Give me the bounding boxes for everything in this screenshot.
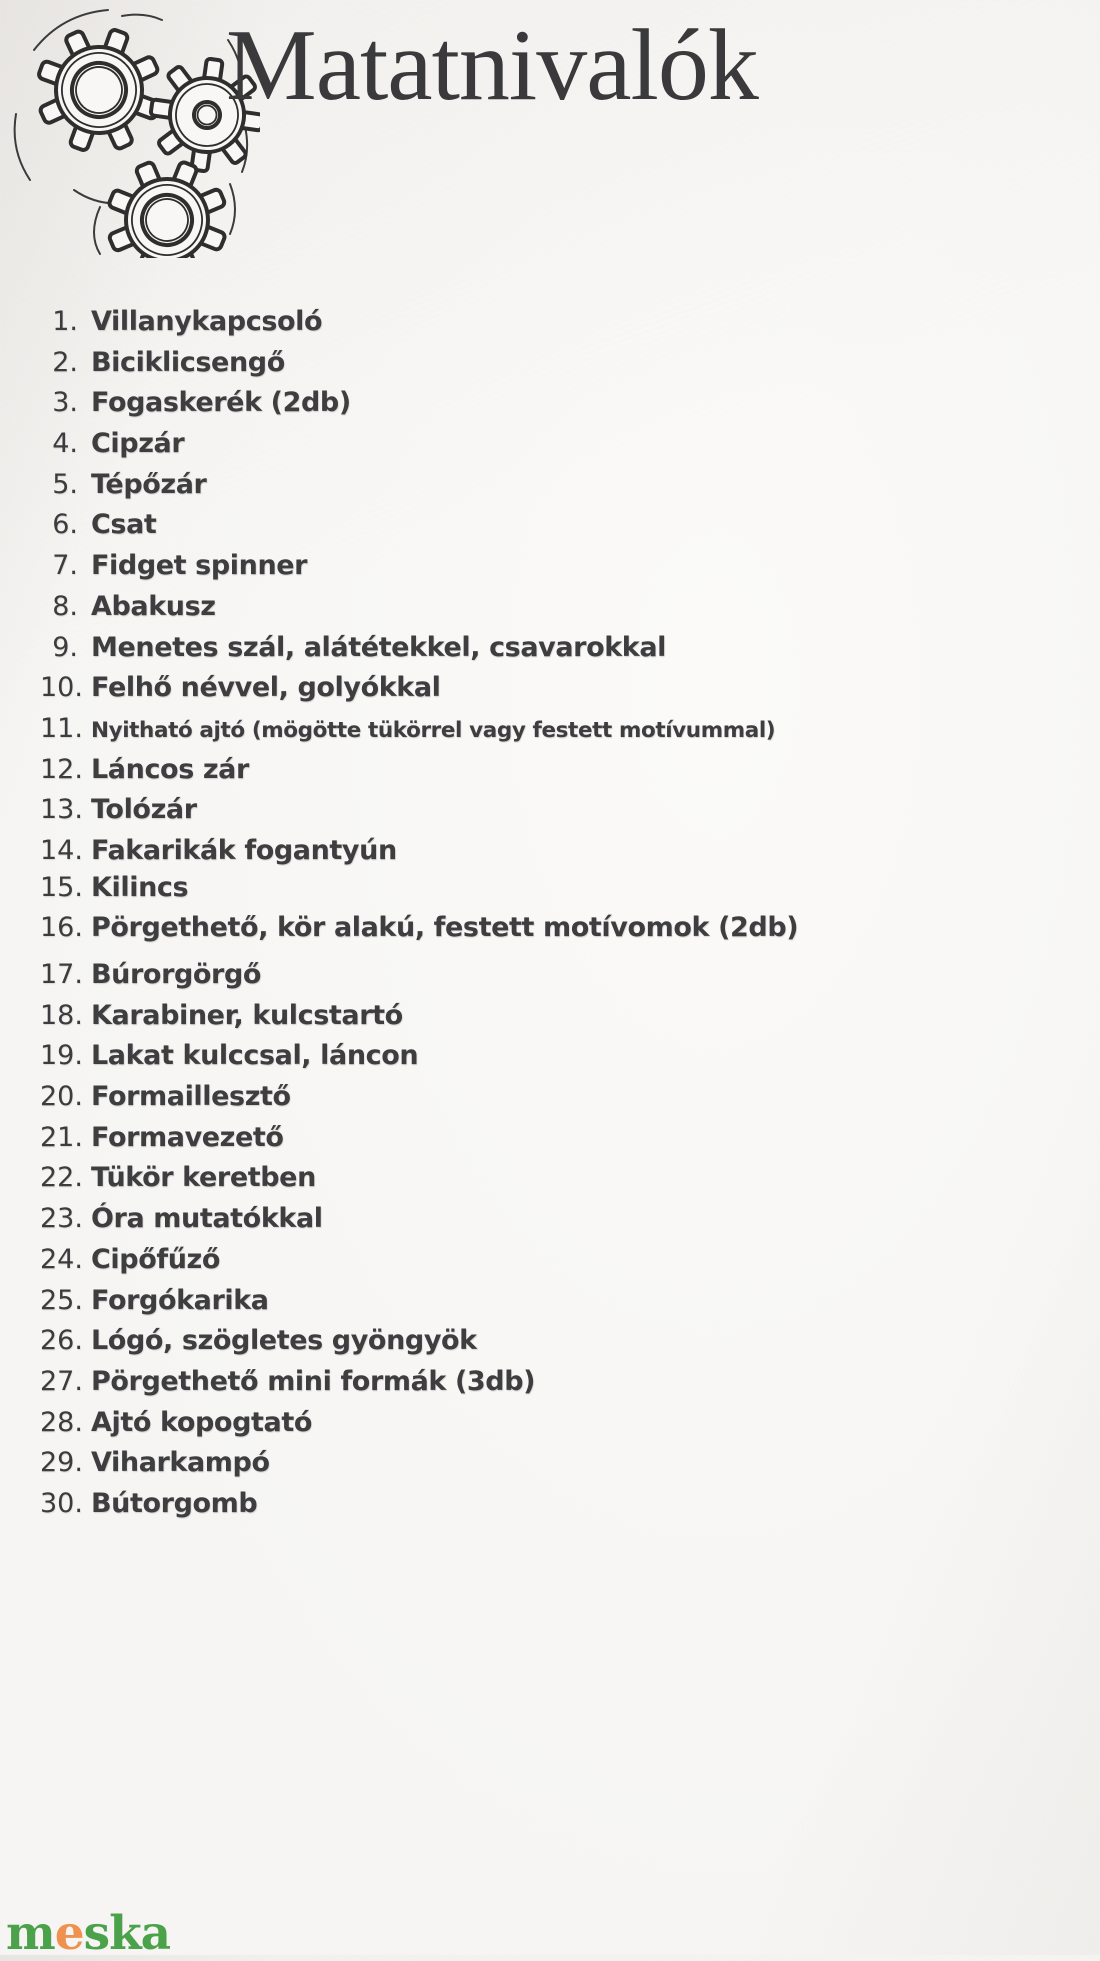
- item-number: 13.: [40, 794, 83, 826]
- item-number: 27.: [40, 1365, 83, 1397]
- item-list: [40, 302, 798, 1525]
- item-number: 17.: [40, 959, 83, 990]
- item-label: Karabiner, kulcstartó: [91, 999, 403, 1031]
- meska-logo-letter-e: e: [54, 1906, 84, 1961]
- item-label: Formaillesztő: [91, 1081, 291, 1113]
- list-item: [40, 628, 798, 669]
- list-item: [40, 996, 798, 1037]
- item-number: 23.: [40, 1203, 83, 1235]
- item-label: Pörgethető, kör alakú, festett motívomok (2db): [91, 912, 799, 944]
- list-item: [40, 1077, 798, 1118]
- list-item: [40, 1240, 798, 1281]
- item-label: Formavezető: [91, 1121, 284, 1153]
- page-title: Matatnivalók: [226, 9, 758, 122]
- item-number: 14.: [40, 834, 83, 866]
- list-item: [40, 831, 798, 872]
- list-item: [40, 1036, 798, 1077]
- list-item: [40, 709, 798, 750]
- item-label: Láncos zár: [91, 753, 249, 785]
- item-number: 7.: [52, 550, 78, 582]
- item-number: 16.: [40, 912, 83, 944]
- item-number: 25.: [40, 1284, 83, 1316]
- item-label: Tolózár: [91, 794, 197, 826]
- item-number: 28.: [40, 1406, 83, 1438]
- list-item: [40, 1443, 798, 1484]
- item-number: 26.: [40, 1325, 83, 1357]
- list-item: [40, 1199, 798, 1240]
- gears-illustration-svg: [4, 2, 260, 258]
- item-label: Menetes szál, alátétekkel, csavarokkal: [91, 631, 667, 663]
- item-number: 19.: [40, 1040, 83, 1072]
- item-number: 1.: [52, 306, 78, 337]
- list-item: [40, 505, 798, 546]
- item-label: Lógó, szögletes gyöngyök: [91, 1325, 477, 1357]
- item-label: Cipzár: [91, 428, 185, 460]
- list-item: [40, 790, 798, 831]
- item-number: 6.: [52, 509, 78, 541]
- item-label: Cipőfűző: [91, 1243, 220, 1275]
- list-item: [40, 868, 798, 909]
- item-label: Ajtó kopogtató: [91, 1406, 312, 1438]
- list-item: [40, 750, 798, 791]
- item-number: 29.: [40, 1447, 83, 1479]
- item-label: Viharkampó: [91, 1447, 270, 1479]
- list-item: [40, 955, 798, 996]
- meska-logo-text-start: m: [6, 1906, 55, 1961]
- item-label: Forgókarika: [91, 1284, 269, 1316]
- gears-icon: [4, 2, 260, 258]
- list-item: [40, 908, 798, 949]
- item-number: 24.: [40, 1243, 83, 1275]
- item-number: 4.: [52, 428, 78, 460]
- list-item: [40, 1321, 798, 1362]
- item-label: Csat: [91, 509, 157, 541]
- item-number: 18.: [40, 999, 83, 1031]
- item-number: 15.: [40, 871, 83, 903]
- item-label: Fakarikák fogantyún: [91, 834, 397, 866]
- item-number: 2.: [52, 346, 78, 378]
- list-item: [40, 668, 798, 709]
- item-number: 20.: [40, 1081, 83, 1113]
- list-item: [40, 1158, 798, 1199]
- item-number: 3.: [52, 387, 78, 419]
- list-item: [40, 383, 798, 424]
- list-item: [40, 343, 798, 384]
- item-label: Tükör keretben: [91, 1162, 316, 1194]
- item-label: Nyitható ajtó (mögötte tükörrel vagy festett motívummal): [91, 717, 776, 743]
- list-item: [40, 1484, 798, 1525]
- list-item: [40, 1281, 798, 1322]
- list-item: [40, 1118, 798, 1159]
- item-label: Búrorgörgő: [91, 959, 262, 990]
- list-item: [40, 546, 798, 587]
- item-number: 12.: [40, 753, 83, 785]
- item-label: Felhő névvel, golyókkal: [91, 672, 441, 704]
- item-number: 30.: [40, 1487, 83, 1519]
- item-number: 5.: [52, 468, 78, 500]
- list-item: [40, 1362, 798, 1403]
- item-number: 8.: [52, 590, 78, 622]
- meska-logo: [6, 1906, 171, 1961]
- list-item: [40, 587, 798, 628]
- item-label: Tépőzár: [91, 468, 207, 500]
- item-label: Fidget spinner: [91, 550, 308, 582]
- list-item: [40, 1403, 798, 1444]
- item-number: 9.: [52, 631, 78, 663]
- list-item: [40, 424, 798, 465]
- item-label: Biciklicsengő: [91, 346, 285, 378]
- item-label: Villanykapcsoló: [91, 306, 323, 337]
- meska-logo-text-end: ska: [83, 1906, 171, 1961]
- item-number: 11.: [40, 712, 83, 744]
- item-number: 22.: [40, 1162, 83, 1194]
- item-number: 10.: [40, 672, 83, 704]
- item-label: Abakusz: [91, 590, 216, 622]
- item-number: 21.: [40, 1121, 83, 1153]
- item-label: Fogaskerék (2db): [91, 387, 351, 419]
- list-item: [40, 465, 798, 506]
- item-label: Lakat kulccsal, láncon: [91, 1040, 419, 1072]
- item-label: Pörgethető mini formák (3db): [91, 1365, 536, 1397]
- item-label: Kilincs: [91, 871, 189, 903]
- item-label: Óra mutatókkal: [91, 1203, 323, 1235]
- list-item: [40, 302, 798, 343]
- item-label: Bútorgomb: [91, 1487, 258, 1519]
